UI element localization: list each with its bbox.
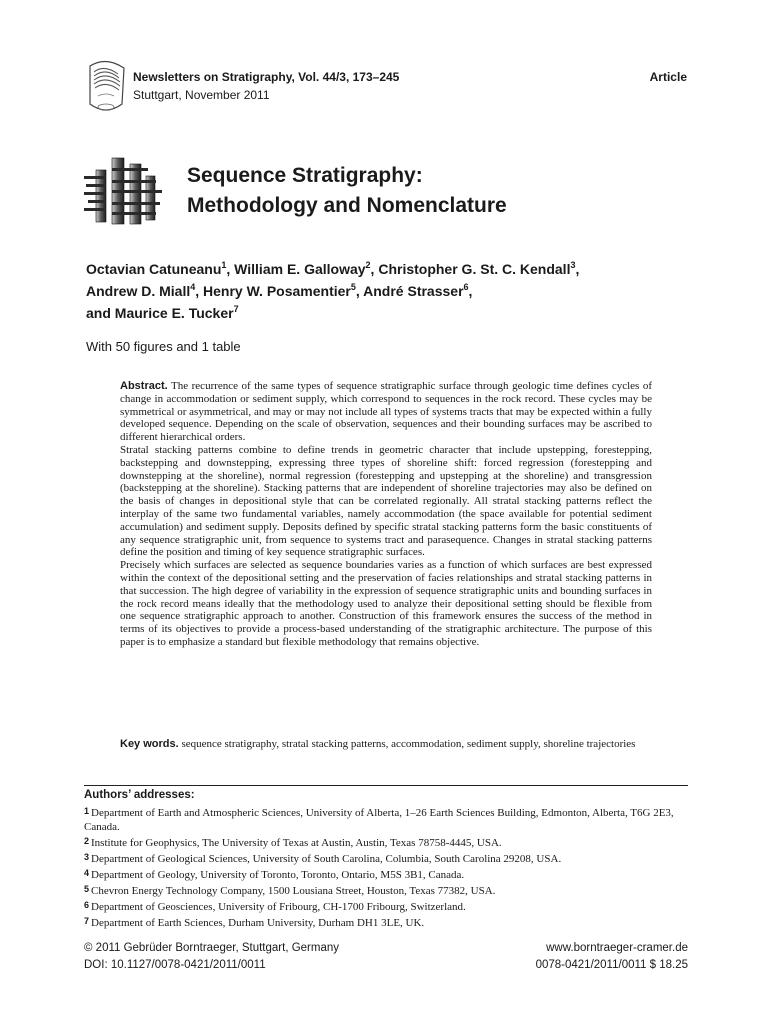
author-name: William E. Galloway [234,261,366,277]
author-name: André Strasser [363,283,464,299]
journal-seal-logo [84,58,128,116]
address-item [84,866,694,882]
author-affiliation-marker: 3 [570,260,576,270]
author-affiliation-marker: 1 [221,260,227,270]
footnote-divider [84,785,688,786]
keywords-text: sequence stratigraphy, stratal stacking patterns, accommodation, sediment supply, shoreline trajectories [181,738,636,750]
author-addresses [84,804,694,930]
author-list [86,258,706,324]
author-separator: , [355,283,364,299]
issn-price: 0078-0421/2011/0011 $ 18.25 [535,959,688,971]
article-type-label: Article [649,70,687,84]
address-text: Chevron Energy Technology Company, 1500 Lousiana Street, Houston, Texas 77382, USA. [91,885,496,897]
author-affiliation-marker: 2 [365,260,371,270]
address-text: Institute for Geophysics, The University of Texas at Austin, Austin, Texas 78758-4445, USA. [91,837,502,849]
author-affiliation-marker: 7 [233,304,239,314]
address-text: Department of Earth Sciences, Durham University, Durham DH1 3LE, UK. [91,917,425,929]
publication-place-date: Stuttgart, November 2011 [133,88,270,102]
title-line-2: Methodology and Nomenclature [187,194,507,217]
address-text: Department of Geosciences, University of Fribourg, CH-1700 Fribourg, Switzerland. [91,901,466,913]
publisher-website-link[interactable]: www.borntraeger-cramer.de [546,942,688,954]
page-footer-left [84,940,339,974]
keywords-label: Key words. [120,738,179,750]
address-text: Department of Geology, University of Toronto, Toronto, Ontario, M5S 3B1, Canada. [91,869,465,881]
author-name: Andrew D. Miall [86,283,191,299]
author-affiliation-marker: 6 [463,282,469,292]
author-separator: , [226,261,235,277]
abstract [120,380,652,649]
address-number: 4 [84,868,90,878]
addresses-heading: Authors’ addresses: [84,789,195,801]
title-line-1: Sequence Stratigraphy: [187,164,423,187]
author-separator: , [370,261,379,277]
address-item [84,804,694,834]
address-item [84,898,694,914]
author-name: Octavian Catuneanu [86,261,222,277]
author-name: Henry W. Posamentier [203,283,351,299]
author-separator: , [575,261,580,277]
page-footer-right [536,940,688,974]
address-number: 7 [84,916,90,926]
author-separator: , [468,283,473,299]
address-number: 5 [84,884,90,894]
abstract-paragraph-3: Precisely which surfaces are selected as sequence boundaries varies as a function of which surfaces are best expressed within the context of the depositional setting and the preservation of facies relationships and stratal stacking patterns in that succession. The high degree of variability in the expression of sequence stratigraphic units and bounding surfaces in the rock record means ideally that the methodology used to analyze their depositional setting should be flexible from one sequence stratigraphic approach to another. Construction of this framework ensures the success of the method in terms of its objectives to provide a process-based understanding of the stratigraphic architecture. The purpose of this paper is to emphasize a standard but flexible methodology that remains objective. [120,559,652,648]
address-number: 2 [84,836,90,846]
keywords [120,738,652,751]
author-name: and Maurice E. Tucker [86,305,234,321]
figures-note: With 50 figures and 1 table [86,339,241,354]
author-name: Christopher G. St. C. Kendall [378,261,571,277]
address-item [84,850,694,866]
address-number: 6 [84,900,90,910]
address-item [84,914,694,930]
author-affiliation-marker: 5 [350,282,356,292]
author-affiliation-marker: 4 [190,282,196,292]
abstract-text-1: The recurrence of the same types of sequence stratigraphic surface through geologic time defines cycles of change in accommodation or sediment supply, which correspond to sequences in the rock record. These cycles may be symmetrical or asymmetrical, and may or may not include all types of systems tracts that may be expected within a fully developed sequence. Depending on the scale of observation, sequences and their bounding surfaces may be ascribed to different hierarchical orders. [120,380,652,444]
abstract-label: Abstract. [120,380,168,392]
address-text: Department of Earth and Atmospheric Sciences, University of Alberta, 1–26 Earth Sciences Building, Edmonton, Alberta, T6G 2E3, Canada. [84,807,674,833]
doi-link[interactable]: DOI: 10.1127/0078-0421/2011/0011 [84,959,266,971]
address-number: 3 [84,852,90,862]
address-text: Department of Geological Sciences, University of South Carolina, Columbia, South Carolina 29208, USA. [91,853,562,865]
address-item [84,834,694,850]
stratigraphy-towers-logo [82,152,164,228]
abstract-paragraph-1 [120,380,652,444]
journal-citation: Newsletters on Stratigraphy, Vol. 44/3, 173–245 [133,70,400,84]
address-item [84,882,694,898]
copyright-notice: © 2011 Gebrüder Borntraeger, Stuttgart, Germany [84,942,340,954]
abstract-paragraph-2: Stratal stacking patterns combine to define trends in geometric character that include upstepping, forestepping, backstepping and downstepping, expressing three types of shoreline shift: forced regression (forestepping and downstepping at the shoreline), normal regression (forestepping and upstepping at the shoreline) and transgression (backstepping at the shoreline). Stacking patterns that are independent of shoreline trajectories may also be defined on the basis of changes in depositional style that can be correlated regionally. All stratal stacking patterns reflect the interplay of the same two fundamental variables, namely accommodation (the space available for potential sediment accumulation) and sediment supply. Deposits defined by specific stratal stacking patterns form the basic constituents of any sequence stratigraphic unit, from sequence to systems tract and parasequence. Changes in stratal stacking patterns define the position and timing of key sequence stratigraphic surfaces. [120,443,652,559]
author-separator: , [195,283,204,299]
address-number: 1 [84,806,90,816]
paper-title [187,161,507,221]
